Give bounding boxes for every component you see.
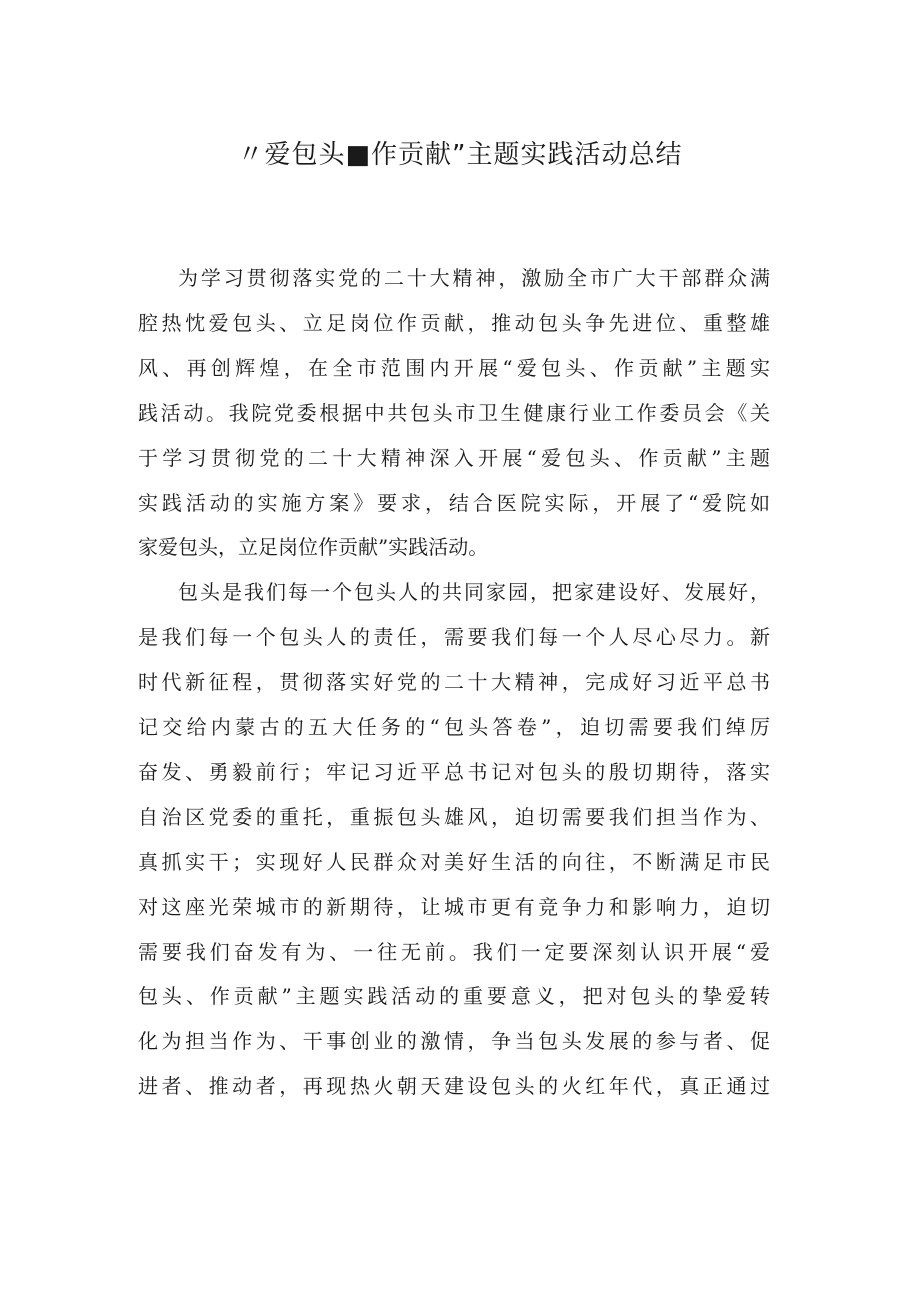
paragraph-2-line-1: 包头是我们每一个包头人的共同家园，把家建设好、发展好，	[178, 580, 770, 605]
paragraph-1-line-1: 为学习贯彻落实党的二十大精神，激励全市广大干部群众满	[178, 266, 770, 290]
paragraph-2-line-7: 真抓实干；实现好人民群众对美好生活的向往，不断满足市民	[138, 849, 770, 874]
paragraph-1-line-3: 风、再创辉煌，在全市范围内开展“爱包头、作贡献”主题实	[138, 355, 770, 380]
paragraph-2-line-6: 自治区党委的重托，重振包头雄风，迫切需要我们担当作为、	[138, 804, 770, 829]
paragraph-2-line-4: 记交给内蒙古的五大任务的“包头答卷”，迫切需要我们绰厉	[138, 715, 770, 739]
paragraph-2-line-10: 包头、作贡献”主题实践活动的重要意义，把对包头的挚爱转	[138, 984, 770, 1009]
paragraph-2-line-8: 对这座光荣城市的新期待，让城市更有竞争力和影响力，迫切	[138, 894, 770, 919]
paragraph-2-line-5: 奋发、勇毅前行；牢记习近平总书记对包头的殷切期待，落实	[138, 759, 770, 784]
paragraph-1-line-6: 实践活动的实施方案》要求，结合医院实际，开展了“爱院如	[138, 490, 770, 515]
paragraph-2-line-2: 是我们每一个包头人的责任，需要我们每一个人尽心尽力。新	[138, 625, 770, 650]
paragraph-1-line-5: 于学习贯彻党的二十大精神深入开展“爱包头、作贡献”主题	[138, 445, 770, 470]
document-title: 〃爱包头■作贡献”主题实践活动总结	[237, 140, 683, 170]
paragraph-2-line-12: 进者、推动者，再现热火朝天建设包头的火红年代，真正通过	[138, 1074, 770, 1099]
paragraph-1-line-2: 腔热忱爱包头、立足岗位作贡献，推动包头争先进位、重整雄	[138, 310, 770, 335]
paragraph-2-line-11: 化为担当作为、干事创业的激情，争当包头发展的参与者、促	[138, 1029, 770, 1054]
paragraph-2-line-3: 时代新征程，贯彻落实好党的二十大精神，完成好习近平总书	[138, 670, 770, 695]
paragraph-1-line-4: 践活动。我院党委根据中共包头市卫生健康行业工作委员会《关	[138, 400, 770, 425]
paragraph-2-line-9: 需要我们奋发有为、一往无前。我们一定要深刻认识开展“爱	[138, 939, 770, 964]
paragraph-1-line-7: 家爱包头，立足岗位作贡献”实践活动。	[138, 535, 489, 560]
